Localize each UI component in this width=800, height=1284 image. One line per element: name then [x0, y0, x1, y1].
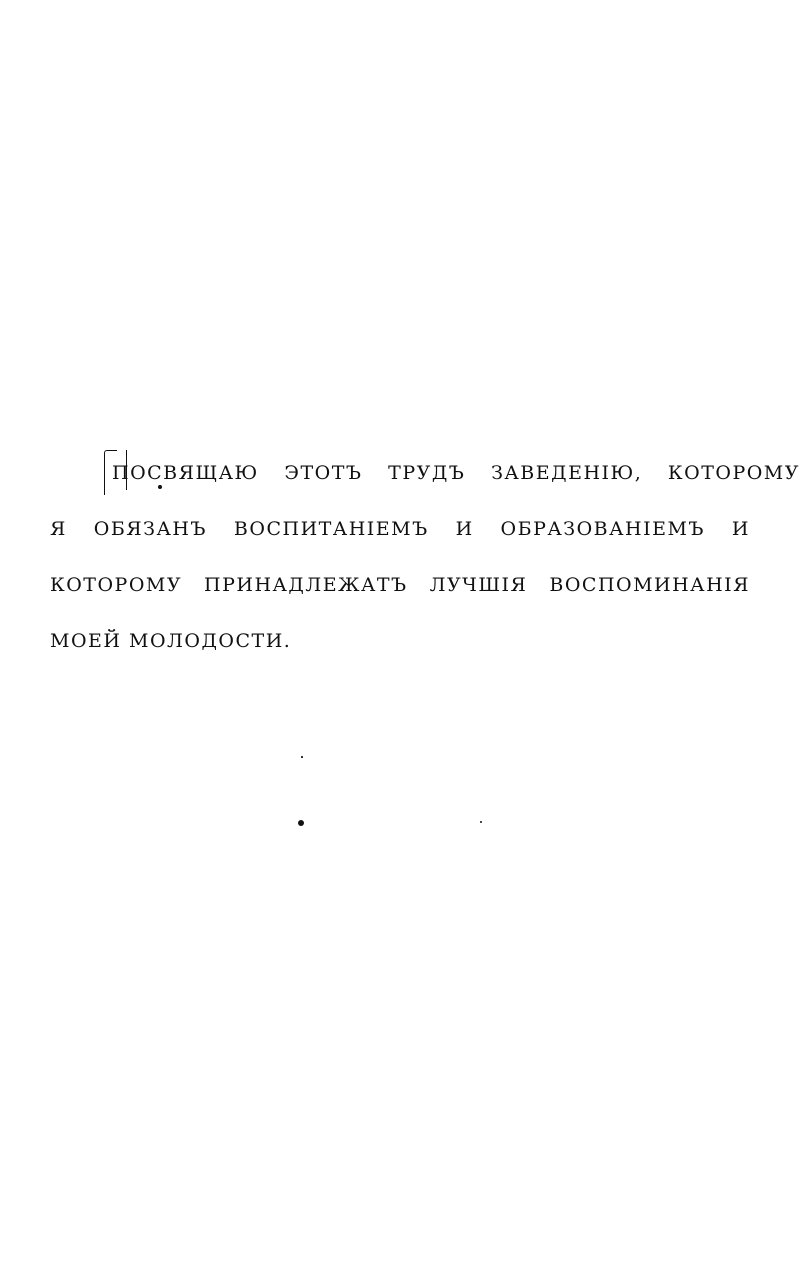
dedication-line-1: ПОСВЯЩАЮ ЭТОТЪ ТРУДЪ ЗАВЕДЕНІЮ, КОТОРОМУ	[112, 462, 800, 484]
dedication-line-3: КОТОРОМУ ПРИНАДЛЕЖАТЪ ЛУЧШІЯ ВОСПОМИНАНІЯ	[50, 574, 750, 596]
ink-speck	[158, 485, 162, 489]
dedication-line-4: МОЕЙ МОЛОДОСТИ.	[50, 630, 292, 652]
dedication-line-2: Я ОБЯЗАНЪ ВОСПИТАНІЕМЪ И ОБРАЗОВАНІЕМЪ И	[50, 518, 750, 540]
ink-speck	[301, 756, 303, 758]
ink-speck	[480, 821, 482, 823]
ink-speck	[298, 820, 304, 826]
